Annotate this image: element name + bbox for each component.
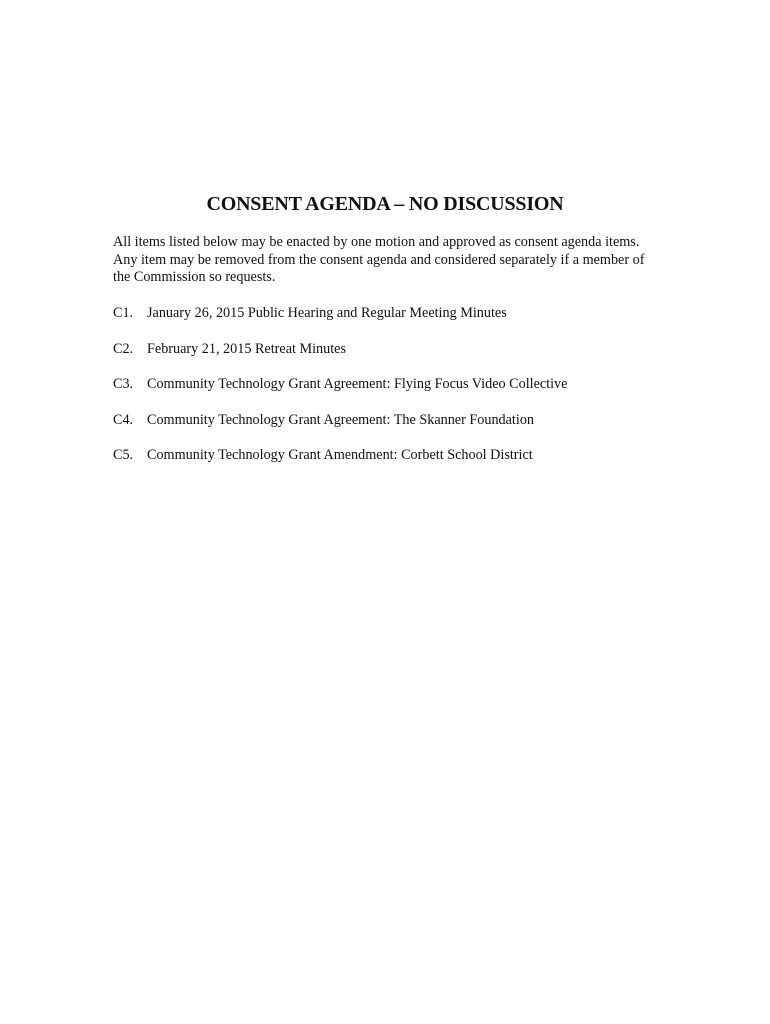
agenda-item-number: C1. bbox=[113, 305, 134, 321]
intro-paragraph: All items listed below may be enacted by one motion and approved as consent agenda items. Any item may be removed from the consent agenda and considered separately if a member of the Commission so requests. bbox=[113, 234, 645, 285]
agenda-item bbox=[113, 446, 673, 482]
agenda-item-text: Community Technology Grant Agreement: The Skanner Foundation bbox=[147, 411, 535, 428]
agenda-item-number: C5. bbox=[113, 447, 134, 463]
agenda-item bbox=[113, 304, 673, 340]
agenda-item-text: Community Technology Grant Amendment: Corbett School District bbox=[147, 447, 533, 463]
agenda-item bbox=[113, 411, 673, 447]
page-title: CONSENT AGENDA – NO DISCUSSION bbox=[206, 193, 564, 215]
agenda-item-text: February 21, 2015 Retreat Minutes bbox=[147, 340, 346, 357]
agenda-item bbox=[113, 340, 673, 376]
consent-agenda-list bbox=[113, 304, 673, 482]
agenda-item-number: C4. bbox=[113, 411, 134, 428]
agenda-item-number: C2. bbox=[113, 340, 134, 357]
agenda-item-number: C3. bbox=[113, 376, 134, 392]
agenda-item bbox=[113, 375, 673, 411]
agenda-item-text: Community Technology Grant Agreement: Flying Focus Video Collective bbox=[147, 376, 568, 392]
agenda-item-text: January 26, 2015 Public Hearing and Regular Meeting Minutes bbox=[147, 305, 507, 321]
